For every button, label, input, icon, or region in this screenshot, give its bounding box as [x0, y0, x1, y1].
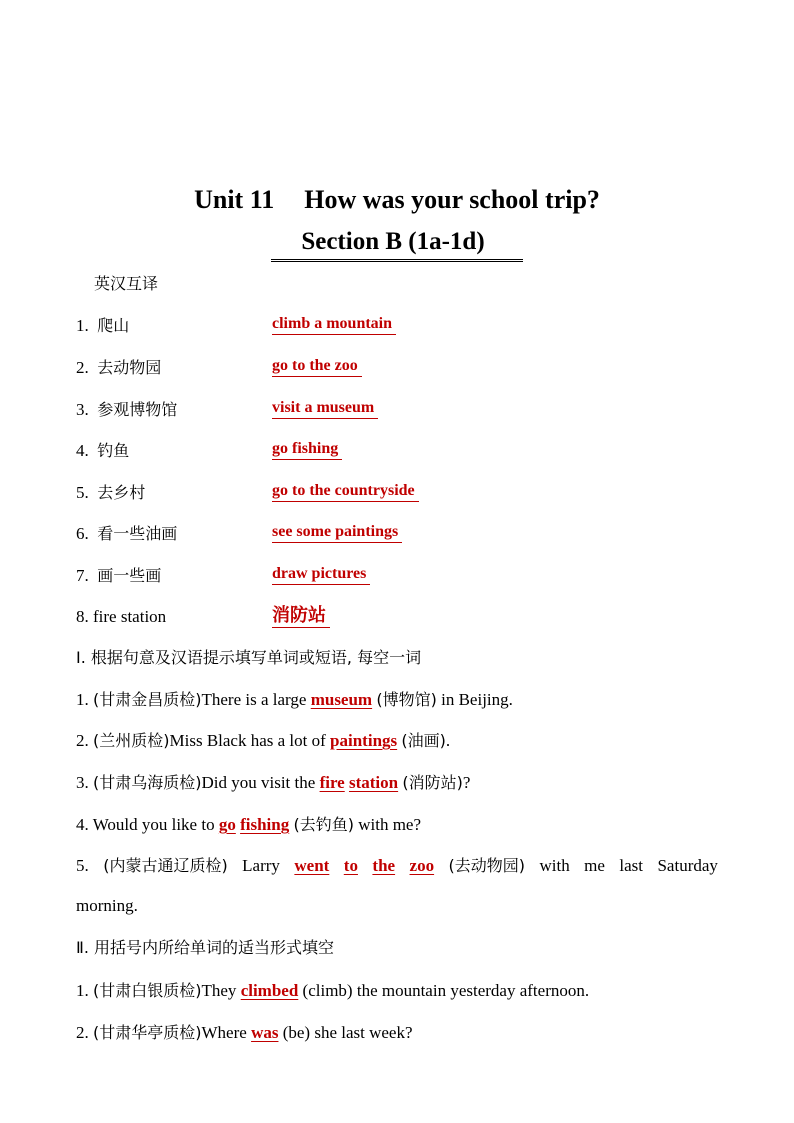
- item-answer: see some paintings: [272, 522, 402, 543]
- item-answer: climb a mountain: [272, 314, 396, 335]
- vocab-item: [76, 605, 326, 629]
- question-text: morning.: [76, 896, 138, 915]
- answer-blank: was: [251, 1023, 279, 1042]
- section1-question-5: [76, 854, 718, 878]
- question-source: (内蒙古通辽质检): [103, 856, 228, 875]
- section1-question-4: [76, 813, 421, 837]
- item-answer: go fishing: [272, 439, 342, 460]
- question-source: (兰州质检): [93, 731, 170, 750]
- question-text: Miss Black has a lot of: [169, 731, 326, 750]
- item-prompt: fire station: [93, 607, 167, 626]
- section-subtitle: Section B (1a-1d): [271, 225, 522, 262]
- question-hint: (博物馆): [376, 690, 437, 709]
- question-hint: (消防站): [402, 773, 463, 792]
- item-number: 7.: [76, 566, 89, 585]
- item-number: 5.: [76, 483, 89, 502]
- question-number: 4.: [76, 815, 89, 834]
- question-text: Larry: [242, 856, 280, 875]
- question-text: she last week?: [314, 1023, 413, 1042]
- answer-blank: paintings: [330, 731, 398, 750]
- question-text: Did you visit the: [201, 773, 316, 792]
- answer-blank: the: [372, 856, 396, 875]
- question-text: in Beijing.: [441, 690, 513, 709]
- question-text: Would you like to: [92, 815, 215, 834]
- question-hint: (去动物园): [448, 856, 526, 875]
- question-text: the mountain yesterday afternoon.: [356, 981, 590, 1000]
- answer-blank: fire: [319, 773, 345, 792]
- section1-question-1: [76, 688, 513, 712]
- question-text: with: [539, 856, 570, 875]
- question-source: (甘肃白银质检): [93, 981, 202, 1000]
- question-text: Where: [201, 1023, 247, 1042]
- question-number: 2.: [76, 1023, 89, 1042]
- item-prompt: 爬山: [97, 316, 130, 335]
- answer-blank: zoo: [409, 856, 435, 875]
- unit-question: How was your school trip?: [304, 185, 600, 214]
- section1-question-5-continued: [76, 894, 138, 918]
- item-answer: visit a museum: [272, 398, 378, 419]
- section1-question-2: [76, 729, 450, 753]
- item-prompt: 去乡村: [97, 483, 146, 502]
- question-text: .: [445, 731, 451, 750]
- question-number: 5.: [76, 856, 89, 875]
- item-answer: go to the zoo: [272, 356, 362, 377]
- unit-number: Unit 11: [194, 185, 275, 214]
- answer-blank: fishing: [240, 815, 290, 834]
- question-text: ?: [462, 773, 471, 792]
- item-prompt: 画一些画: [97, 566, 162, 585]
- question-hint: (climb): [302, 981, 353, 1000]
- item-prompt: 去动物园: [97, 358, 162, 377]
- answer-blank: climbed: [240, 981, 299, 1000]
- question-text: There is a large: [201, 690, 307, 709]
- section1-question-3: [76, 771, 470, 795]
- question-source: (甘肃乌海质检): [93, 773, 202, 792]
- question-number: 3.: [76, 773, 89, 792]
- item-prompt: 参观博物馆: [97, 400, 178, 419]
- item-number: 4.: [76, 441, 89, 460]
- vocab-item: [76, 314, 393, 338]
- item-prompt: 钓鱼: [97, 441, 130, 460]
- section2-question-1: [76, 979, 589, 1003]
- answer-blank: station: [348, 773, 399, 792]
- answer-blank: go: [218, 815, 236, 834]
- item-number: 2.: [76, 358, 89, 377]
- item-answer: 消防站: [272, 605, 330, 628]
- question-number: 1.: [76, 981, 89, 1000]
- item-answer: draw pictures: [272, 564, 370, 585]
- answer-blank: museum: [310, 690, 373, 709]
- question-source: (甘肃华亭质检): [93, 1023, 202, 1042]
- answer-blank: to: [343, 856, 358, 875]
- section1-heading: Ⅰ. 根据句意及汉语提示填写单词或短语, 每空一词: [76, 648, 422, 667]
- vocab-item: [76, 439, 339, 463]
- question-number: 1.: [76, 690, 89, 709]
- unit-title: [0, 183, 794, 217]
- vocab-item: [76, 522, 399, 546]
- section2-heading: Ⅱ. 用括号内所给单词的适当形式填空: [76, 938, 335, 957]
- question-hint: (be): [282, 1023, 311, 1042]
- item-number: 3.: [76, 400, 89, 419]
- item-answer: go to the countryside: [272, 481, 419, 502]
- item-number: 6.: [76, 524, 89, 543]
- vocab-item: [76, 481, 415, 505]
- item-prompt: 看一些油画: [97, 524, 178, 543]
- question-text: me: [584, 856, 605, 875]
- item-number: 8.: [76, 607, 89, 626]
- item-number: 1.: [76, 316, 89, 335]
- question-text: Saturday: [657, 856, 718, 875]
- subtitle-wrap: [0, 225, 794, 262]
- question-source: (甘肃金昌质检): [93, 690, 202, 709]
- question-text: They: [201, 981, 237, 1000]
- section2-question-2: [76, 1021, 413, 1045]
- answer-blank: went: [294, 856, 330, 875]
- vocab-item: [76, 356, 358, 380]
- question-text: with me?: [358, 815, 422, 834]
- vocab-item: [76, 398, 375, 422]
- question-number: 2.: [76, 731, 89, 750]
- question-text: last: [619, 856, 644, 875]
- question-hint: (油画): [401, 731, 446, 750]
- question-hint: (去钓鱼): [293, 815, 354, 834]
- vocab-item: [76, 564, 367, 588]
- vocab-heading: 英汉互译: [94, 274, 159, 293]
